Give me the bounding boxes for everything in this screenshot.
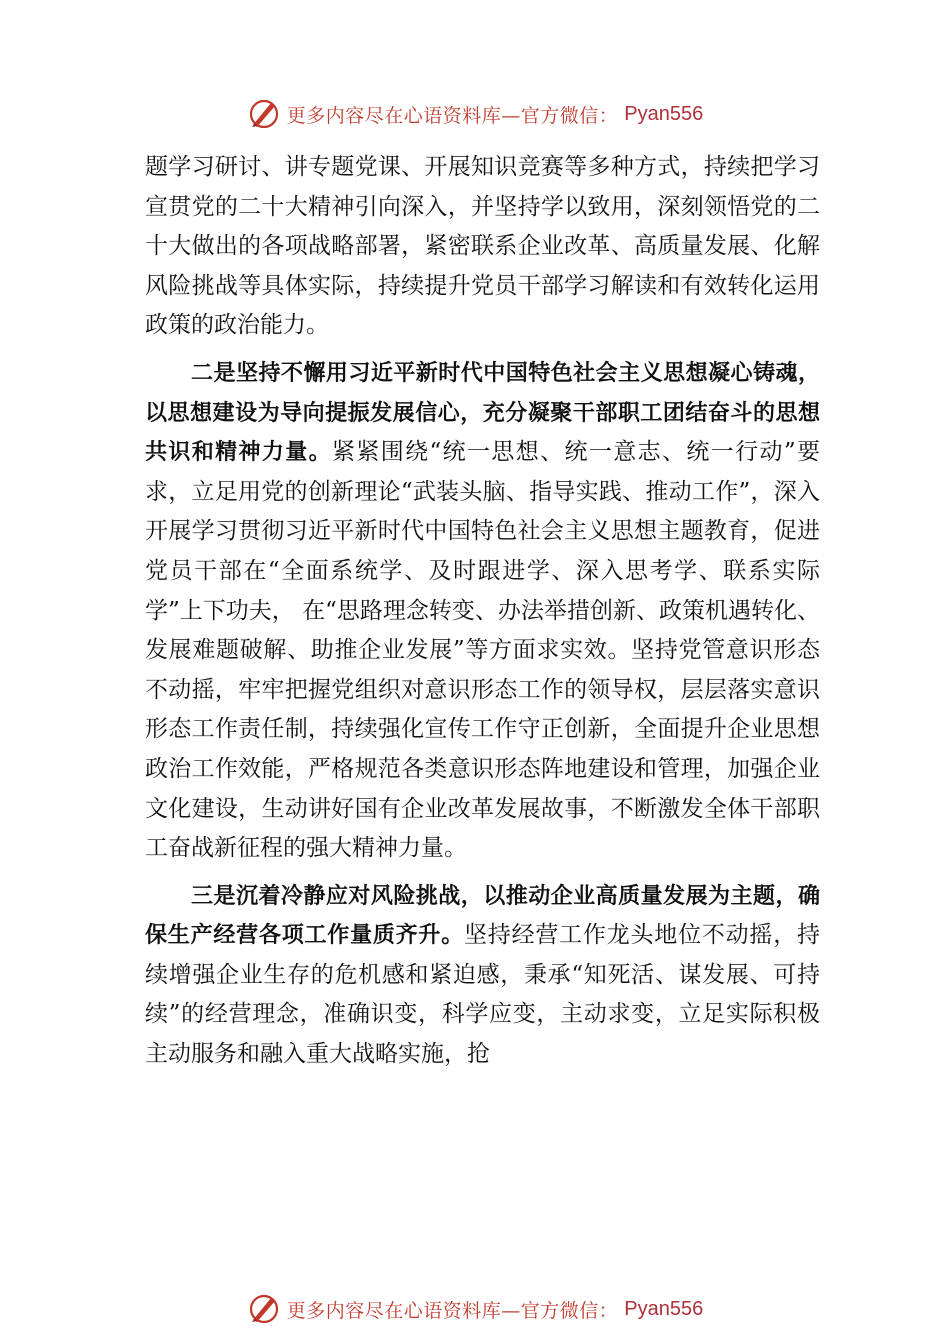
paragraph-2 [145, 354, 820, 869]
paragraph-3 [145, 877, 820, 1075]
watermark-text: 更多内容尽在心语资料库—官方微信： [286, 104, 619, 127]
pen-logo-icon [247, 1292, 281, 1326]
paragraph-1 [145, 148, 820, 346]
paragraph-lead: 三是沉着冷静应对风险挑战，以推动企业高质量发展为主题，确保生产经营各项工作量质齐升。 [145, 883, 820, 949]
paragraph-lead: 二是坚持不懈用习近平新时代中国特色社会主义思想凝心铸魂，以思想建设为导向提振发展信心，充分凝聚干部职工团结奋斗的思想共识和精神力量。 [145, 360, 820, 466]
header-watermark [0, 94, 950, 134]
footer-watermark [0, 1289, 950, 1329]
paragraph-text: 题学习研讨、讲专题党课、开展知识竞赛等多种方式，持续把学习宣贯党的二十大精神引向深入，并坚持学以致用，深刻领悟党的二十大做出的各项战略部署，紧密联系企业改革、高质量发展、化解风险挑战等具体实际，持续提升党员干部学习解读和有效转化运用政策的政治能力。 [145, 154, 820, 339]
pen-logo-icon [247, 97, 281, 131]
paragraph-text: 坚持经营工作龙头地位不动摇，持续增强企业生存的危机感和紧迫感，秉承“知死活、谋发展、可持续”的经营理念，准确识变，科学应变，主动求变，立足实际积极主动服务和融入重大战略实施，抢 [145, 922, 820, 1068]
watermark-wechat-id: Pyan556 [624, 102, 704, 125]
watermark-text: 更多内容尽在心语资料库—官方微信： [286, 1299, 619, 1322]
paragraph-text: 紧紧围绕“统一思想、统一意志、统一行动”要求，立足用党的创新理论“武装头脑、指导实践、推动工作”，深入开展学习贯彻习近平新时代中国特色社会主义思想主题教育，促进党员干部在“全面系统学、及时跟进学、深入思考学、联系实际学”上下功夫， 在“思路理念转变、办法举措创新、政策机遇转化、发展难题破解、助推企业发展”等方面求实效。坚持党管意识形态不动摇，牢牢把握党组织对意识形态工作的领导权，层层落实意识形态工作责任制，持续强化宣传工作守正创新，全面提升企业思想政治工作效能，严格规范各类意识形态阵地建设和管理，加强企业文化建设，生动讲好国有企业改革发展故事，不断激发全体干部职工奋战新征程的强大精神力量。 [145, 439, 820, 862]
document-body [145, 148, 820, 1075]
watermark-wechat-id: Pyan556 [624, 1297, 704, 1320]
